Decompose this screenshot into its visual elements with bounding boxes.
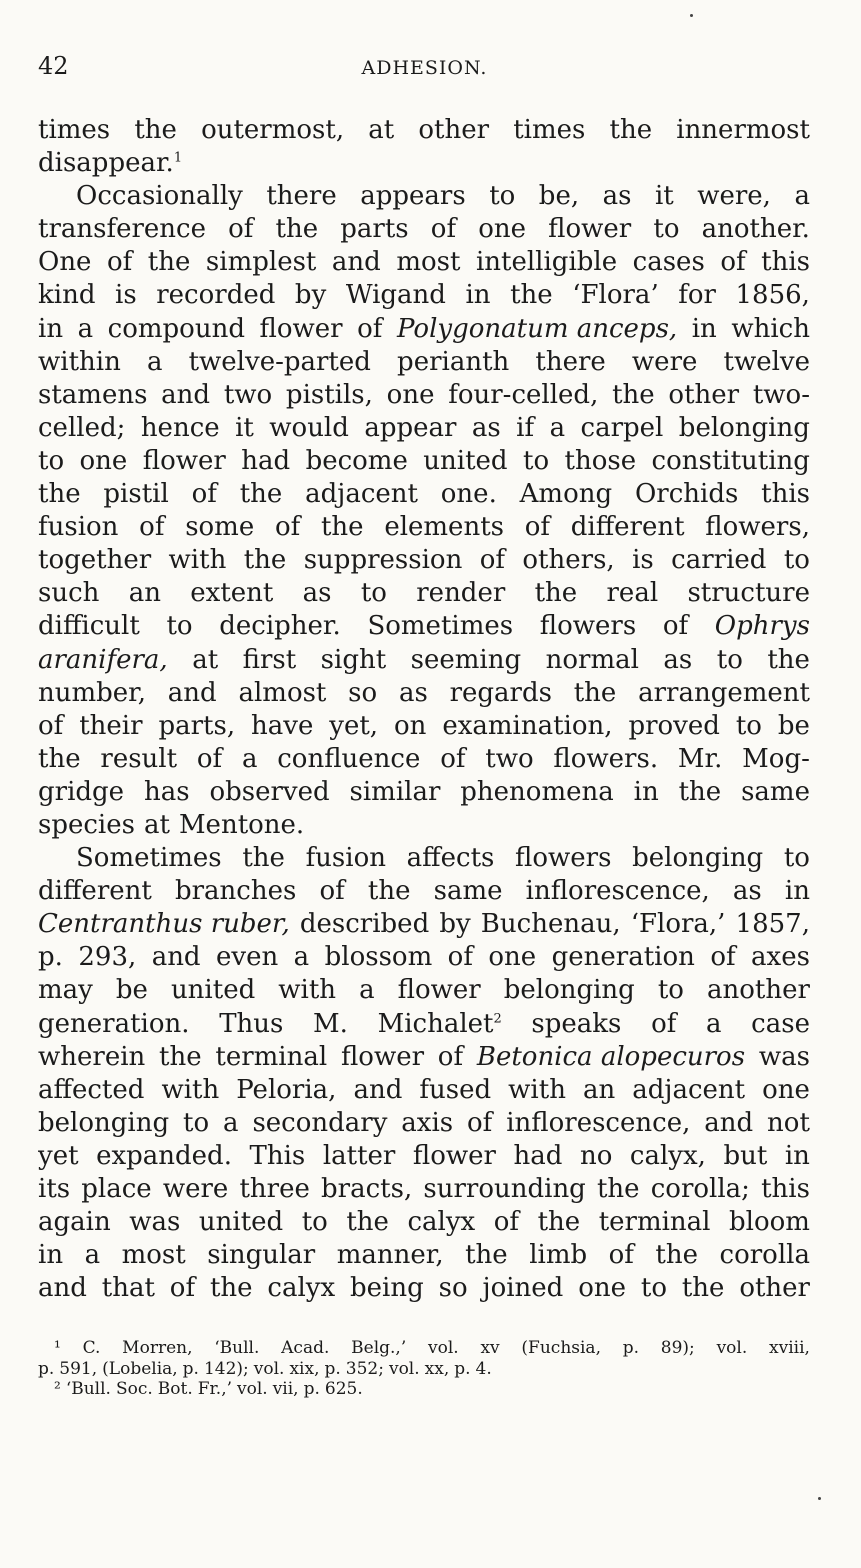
body_lines-line: gridge has observed similar phenomena in the same	[38, 776, 810, 807]
body_lines-line: number, and almost so as regards the arrangement	[38, 677, 810, 708]
body_lines-line: difficult to decipher. Sometimes flowers of Ophrys	[38, 611, 810, 642]
footnote-ref: 1	[173, 150, 183, 166]
body_lines-line: different branches of the same inflorescence, as in	[38, 876, 810, 907]
paper-speck	[690, 14, 693, 17]
body_lines-line: may be united with a flower belonging to another	[38, 975, 810, 1006]
body_lines-line: One of the simplest and most intelligible cases of this	[38, 247, 810, 278]
running-title: ADHESION.	[361, 57, 488, 79]
body_lines-line: such an extent as to render the real structure	[38, 578, 810, 609]
body_lines-line: Occasionally there appears to be, as it were, a	[76, 181, 810, 212]
footnotes-line: p. 591, (Lobelia, p. 142); vol. xix, p. 352; vol. xx, p. 4.	[38, 1358, 492, 1379]
body_lines-line: in a compound flower of Polygonatum anceps, in which	[38, 313, 810, 344]
body_lines-line: its place were three bracts, surrounding the corolla; this	[38, 1174, 810, 1204]
body_lines-line: fusion of some of the elements of different flowers,	[38, 512, 810, 543]
body-text	[38, 114, 810, 1305]
body_lines-line: celled; hence it would appear as if a carpel belonging	[38, 412, 810, 443]
body_lines-line: species at Mentone.	[38, 809, 305, 840]
body_lines-line: disappear.$^1$	[38, 148, 183, 179]
body_lines-line: yet expanded. This latter flower had no calyx, but in	[38, 1140, 810, 1171]
footnotes-line: ¹ C. Morren, ‘Bull. Acad. Belg.,’ vol. xv (Fuchsia, p. 89); vol. xviii,	[54, 1338, 810, 1358]
body_lines-line: together with the suppression of others, is carried to	[38, 545, 810, 576]
body_lines-line: of their parts, have yet, on examination, proved to be	[38, 710, 810, 741]
footnotes	[38, 1338, 810, 1400]
body_lines-line: to one flower had become united to those constituting	[38, 445, 810, 476]
body_lines-line: transference of the parts of one flower to another.	[38, 214, 810, 245]
page-number: 42	[38, 52, 69, 80]
body_lines-line: Sometimes the fusion affects flowers belonging to	[76, 843, 810, 874]
body_lines-line: belonging to a secondary axis of inflorescence, and not	[38, 1107, 810, 1138]
footnotes-line: ² ‘Bull. Soc. Bot. Fr.,’ vol. vii, p. 625.	[54, 1379, 363, 1399]
footnote-ref: 2	[493, 1010, 502, 1026]
body_lines-line: times the outermost, at other times the innermost	[38, 115, 810, 145]
body_lines-line: the pistil of the adjacent one. Among Orchids this	[38, 479, 810, 510]
body_lines-line: stamens and two pistils, one four-celled, the other two-	[38, 379, 810, 410]
body_lines-line: within a twelve-parted perianth there were twelve	[38, 346, 810, 377]
paper-speck	[818, 1497, 821, 1500]
body_lines-line: in a most singular manner, the limb of the corolla	[38, 1240, 810, 1271]
body_lines-line: affected with Peloria, and fused with an adjacent one	[38, 1074, 810, 1105]
body_lines-line: p. 293, and even a blossom of one generation of axes	[38, 942, 810, 973]
body_lines-line: the result of a confluence of two flowers. Mr. Mog-	[38, 743, 810, 774]
body_lines-line: again was united to the calyx of the terminal bloom	[38, 1207, 810, 1238]
body_lines-line: Centranthus ruber, described by Buchenau, ‘Flora,’ 1857,	[38, 909, 810, 940]
body_lines-line: aranifera, at first sight seeming normal as to the	[38, 644, 810, 675]
body_lines-line: kind is recorded by Wigand in the ‘Flora’ for 1856,	[38, 280, 810, 311]
body_lines-line: generation. Thus M. Michalet$^2$ speaks of a case	[38, 1008, 810, 1039]
body_lines-line: and that of the calyx being so joined one to the other	[38, 1273, 810, 1304]
body_lines-line: wherein the terminal flower of Betonica alopecuros was	[38, 1041, 810, 1072]
running-header	[38, 52, 811, 80]
